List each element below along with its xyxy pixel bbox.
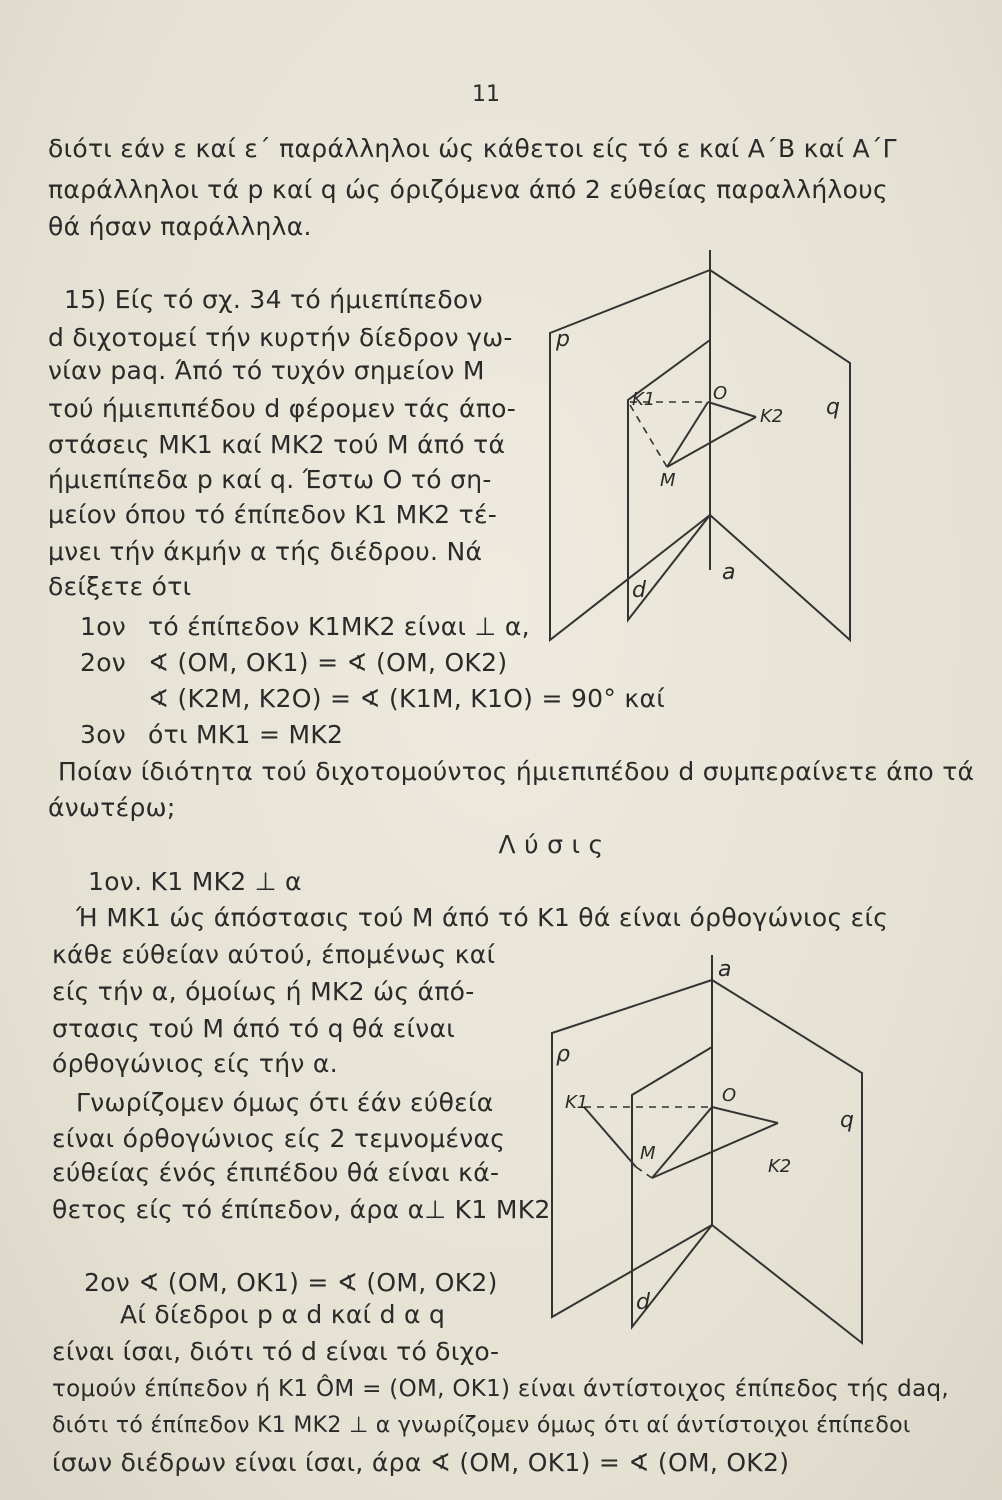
text-line: παράλληλοι τά p καί q ώς όριζόμενα άπό 2 εύθείας παραλλήλους	[48, 175, 888, 204]
segment-k1-m	[584, 1107, 636, 1167]
figure1-label-m: M	[660, 470, 676, 491]
text-line: d διχοτομεί τήν κυρτήν δίεδρον γω-	[48, 323, 513, 352]
solution-1-heading: 1ον. Κ1 ΜΚ2 ⊥ α	[88, 867, 302, 896]
half-plane-p	[550, 270, 710, 640]
text-line: ίσων διέδρων είναι ίσαι, άρα ∢ (ΟΜ, ΟΚ1) = ∢ (ΟΜ, ΟΚ2)	[52, 1448, 790, 1477]
solution-2-heading: 2ον ∢ (ΟΜ, ΟΚ1) = ∢ (ΟΜ, ΟΚ2)	[84, 1268, 498, 1297]
segment-k1-m	[630, 405, 667, 467]
text-line: Αί δίεδροι p α d καί d α q	[120, 1300, 446, 1329]
text-line: θά ήσαν παράλληλα.	[48, 212, 312, 241]
text-line: τομούν έπίπεδον ή Κ1 ÔΜ = (ΟΜ, ΟΚ1) είναι άντίστοιχος έπίπεδος τής daq,	[52, 1376, 949, 1402]
figure1-label-d: d	[632, 578, 646, 603]
text-line: κάθε εύθείαν αύτού, έπομένως καί	[52, 940, 496, 969]
figure-2	[540, 955, 880, 1355]
text-line: θετος είς τό έπίπεδον, άρα α⊥ Κ1 ΜΚ2	[52, 1195, 551, 1224]
figure-34	[540, 245, 870, 645]
figure1-label-k2: K2	[760, 406, 784, 427]
figure1-label-q: q	[826, 395, 840, 420]
segment-o-k2	[708, 402, 756, 417]
text-line: δείξετε ότι	[48, 572, 192, 601]
figure2-label-a: a	[718, 957, 732, 982]
segment-o-k2	[712, 1107, 778, 1123]
segment-m-k2	[667, 417, 756, 467]
item-3-text: ότι ΜΚ1 = ΜΚ2	[148, 720, 344, 749]
text-line: Γνωρίζομεν όμως ότι έάν εύθεία	[76, 1088, 494, 1117]
figure2-label-m: M	[640, 1143, 656, 1164]
segment-m-k2	[652, 1123, 778, 1178]
item-3-number: 3ον	[80, 720, 127, 749]
figure2-label-p: ρ	[556, 1042, 570, 1067]
text-line: νίαν paq. Άπό τό τυχόν σημείον Μ	[48, 356, 485, 385]
text-line: μείον όπου τό έπίπεδον Κ1 ΜΚ2 τέ-	[48, 500, 498, 529]
figure2-label-k1: K1	[565, 1092, 589, 1113]
solution-title: Λ ύ σ ι ς	[498, 830, 604, 859]
item-1-text: τό έπίπεδον Κ1ΜΚ2 είναι ⊥ α,	[148, 612, 530, 641]
page-number: 11	[472, 82, 500, 107]
figure2-label-k2: K2	[768, 1156, 792, 1177]
item-2-text-a: ∢ (ΟΜ, ΟΚ1) = ∢ (ΟΜ, ΟΚ2)	[148, 648, 508, 677]
text-line: μνει τήν άκμήν α τής διέδρου. Νά	[48, 537, 483, 566]
text-line: είναι όρθογώνιος είς 2 τεμνομένας	[52, 1124, 506, 1153]
figure1-label-k1: K1	[632, 389, 656, 410]
text-line: εύθείας ένός έπιπέδου θά είναι κά-	[52, 1158, 500, 1187]
figure2-label-o: O	[722, 1085, 737, 1106]
text-line: στασις τού Μ άπό τό q θά είναι	[52, 1014, 456, 1043]
text-line: είς τήν α, όμοίως ή ΜΚ2 ώς άπό-	[52, 977, 475, 1006]
text-line: διότι εάν ε καί ε΄ παράλληλοι ώς κάθετοι είς τό ε καί Α΄Β καί Α΄Γ	[48, 134, 897, 163]
figure1-label-p: p	[556, 327, 570, 352]
figure1-label-a: a	[722, 560, 736, 585]
segment-k1-m-dashed	[636, 1167, 652, 1178]
text-line: είναι ίσαι, διότι τό d είναι τό διχο-	[52, 1337, 500, 1366]
text-line: στάσεις ΜΚ1 καί ΜΚ2 τού Μ άπό τά	[48, 430, 506, 459]
text-line: ήμιεπίπεδα p καί q. Έστω Ο τό ση-	[48, 465, 492, 494]
question-line: άνωτέρω;	[48, 793, 176, 822]
figure1-label-o: O	[713, 383, 728, 404]
segment-m-o	[667, 402, 708, 467]
half-plane-d	[632, 1047, 712, 1327]
item-1-number: 1ον	[80, 612, 127, 641]
segment-m-o	[652, 1107, 712, 1178]
question-line: Ποίαν ίδιότητα τού διχοτομούντος ήμιεπιπέδου d συμπεραίνετε άπο τά	[58, 757, 975, 786]
item-2-text-b: ∢ (Κ2Μ, Κ2Ο) = ∢ (Κ1Μ, Κ1Ο) = 90° καί	[148, 684, 665, 713]
figure2-label-d: d	[636, 1290, 650, 1315]
text-line: όρθογώνιος είς τήν α.	[52, 1049, 338, 1078]
figure2-label-q: q	[840, 1108, 854, 1133]
text-line: διότι τό έπίπεδον Κ1 ΜΚ2 ⊥ α γνωρίζομεν όμως ότι αί άντίστοιχοι έπίπεδοι	[52, 1413, 911, 1438]
text-line: Ή ΜΚ1 ώς άπόστασις τού Μ άπό τό Κ1 θά είναι όρθογώνιος είς	[76, 903, 889, 932]
text-line: τού ήμιεπιπέδου d φέρομεν τάς άπο-	[48, 394, 517, 423]
problem-heading: 15) Είς τό σχ. 34 τό ήμιεπίπεδον	[64, 285, 483, 314]
item-2-number: 2ον	[80, 648, 127, 677]
